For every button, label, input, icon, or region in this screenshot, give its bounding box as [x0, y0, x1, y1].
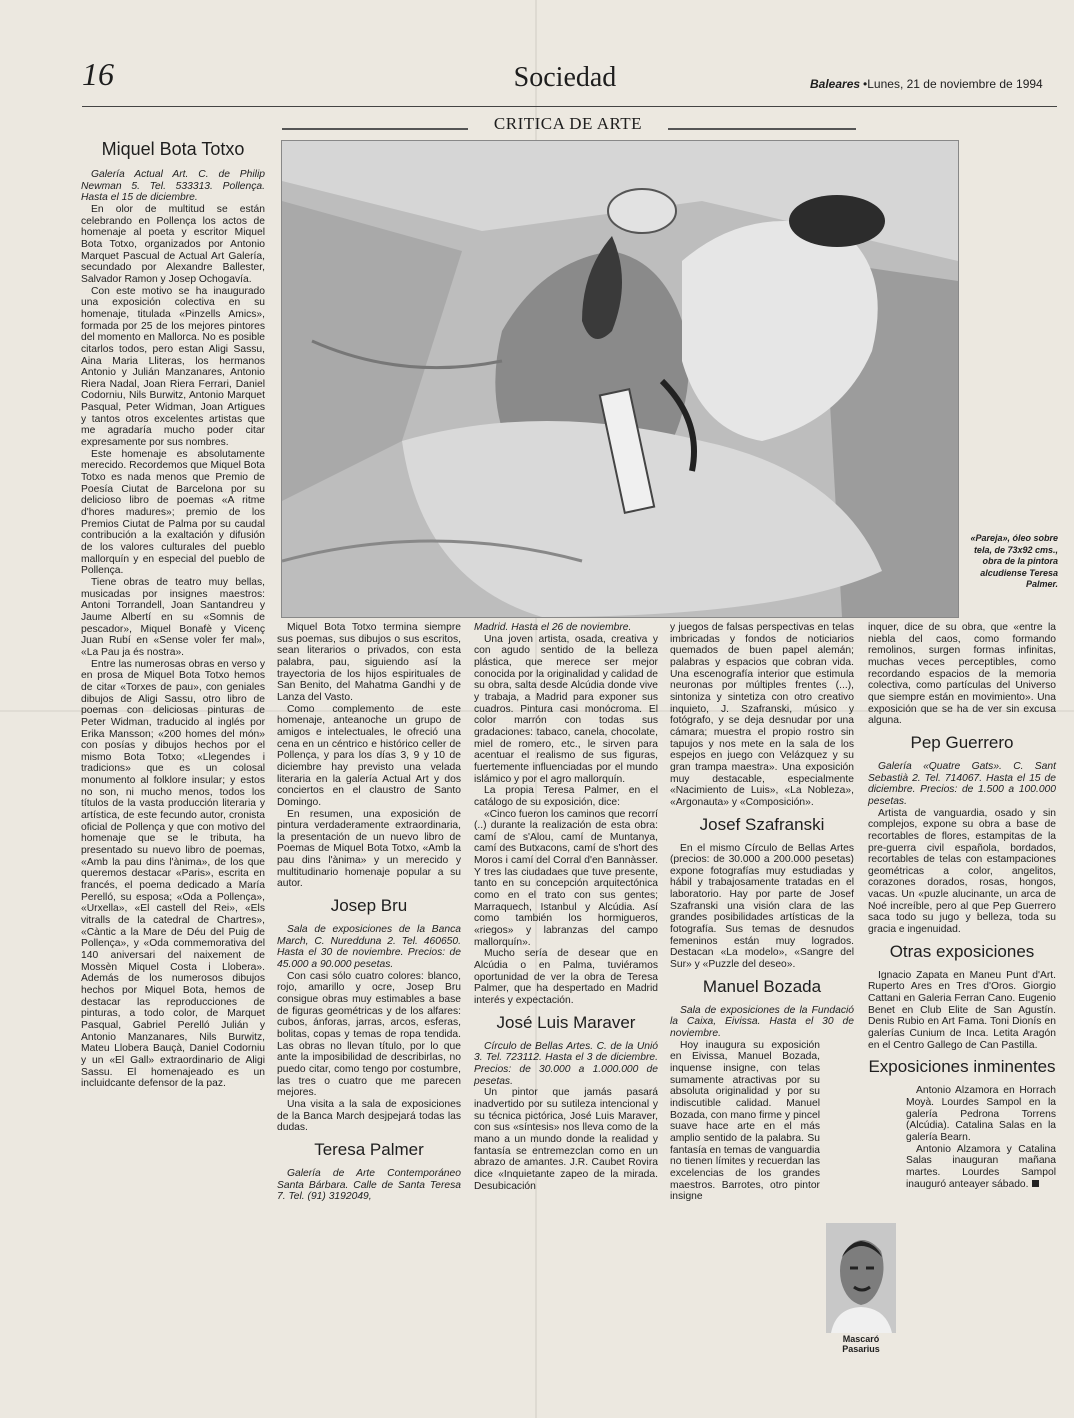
exhibition-info: Galería «Quatre Gats». C. Sant Sebastià 2. Tel. 714067. Hasta el 15 de diciembre. Precios: de 1.500 a 100.000 pesetas. — [868, 760, 1056, 807]
portrait-photo — [826, 1223, 896, 1333]
subhead-szafranski: Josef Szafranski — [699, 814, 825, 834]
subhead-bozada: Manuel Bozada — [702, 976, 822, 996]
paragraph: Antonio Alzamora en Horrach Moyà. Lourdes Sampol en la galería Pedrona Torrens (Alcúdia). Catalina Salas en la galería Bearn. — [906, 1085, 1056, 1143]
column-2 — [277, 622, 461, 1203]
paragraph: Hoy inaugura su exposición en Eivissa, Manuel Bozada, inquense insigne, con telas sumamente atractivas por su absoluta originalidad y por su indiscutible calidad. Manuel Bozada, con mano firme y pincel suave hace arte en el más amplio sentido de la palabra. Su fantasía en temas de vanguardia no tienen límites y recuerdan las excelencias de los grandes maestros. Barrotes, otro pintor insigne — [670, 1039, 820, 1203]
column-1 — [81, 138, 265, 1090]
exhibition-info: Círculo de Bellas Artes. C. de la Unió 3. Tel. 723112. Hasta el 3 de diciembre. Precios: de 30.000 a 1.000.000 de pesetas. — [474, 1040, 658, 1087]
subhead-guerrero: Pep Guerrero — [910, 732, 1014, 752]
paragraph: En olor de multitud se están celebrando en Pollença los actos de homenaje al poeta y escritor Miquel Bota Totxo, organizados por Antonio Marquet Pascual de Actual Art Galería, secundado por Alexandre Ballester, Salvador Ramon y Josep Ochogavía. — [81, 203, 265, 285]
subhead-teresa-palmer: Teresa Palmer — [314, 1139, 424, 1159]
paragraph: En el mismo Círculo de Bellas Artes (precios: de 30.000 a 200.000 pesetas) expone fotografías muy estudiadas y hábil y trabajosamente tratadas en el laboratorio. Hay por parte de Josef Szafranski una visión clara de las grandes posibilidades artísticas de la fotografía. Sus temas de desnudos femeninos están muy logrados. Destacan «La modelo», «Sangre del Sur» y «Puzzle del deseo». — [670, 842, 854, 971]
paragraph: Como complemento de este homenaje, anteanoche un grupo de amigos e intelectuales, le ofreció una cena en un céntrico e histórico celler de Pollença, y para los días 3, 9 y 10 de diciembre hay previsto una velada literaria en la galería Actual Art y dos conciertos en el claustro de Santo Domingo. — [277, 703, 461, 808]
paragraph — [906, 1144, 1056, 1191]
exhibition-info: Galería Actual Art. C. de Philip Newman 5. Tel. 533313. Pollença. Hasta el 15 de diciembre. — [81, 169, 265, 204]
paragraph: Una visita a la sala de exposiciones de la Banca March desjpejará todas las dudas. — [277, 1098, 461, 1134]
page-number: 16 — [82, 56, 114, 92]
paragraph: Ignacio Zapata en Maneu Punt d'Art. Ruperto Ares en Tres d'Oros. Giorgio Cattani en Galeria Ferran Cano. Eugenio Benet en Club Elite de San Agustín. Denis Rubio en Art Fama. Toni Dionís en galerías Cunium de Inca. Letita Aragón en el Centro Gallego de Can Pastilla. — [868, 969, 1056, 1051]
article-title-bota-totxo: Miquel Bota Totxo — [101, 139, 245, 159]
paragraph: «Cinco fueron los caminos que recorrí (..) durante la realización de esta obra: camí de s'Alou, camí de Muntanya, camí des Butxacons, camí de s'hort des Moros i camí del Corral d'en Bannàsser. Y tres las ciudadaes que tuve presente, tanto en su concepción arquitectónica como en el trato con sus gentes; Marraquech, Istanbul y Alcúdia. Así como también los hormigueros, «riegos» y labranzas del campo mallorquín». — [474, 808, 658, 948]
closing-text: Antonio Alzamora y Catalina Salas inauguran mañana martes. Lourdes Sampol inauguró anteayer sábado. — [906, 1143, 1056, 1190]
portrait-credit: Mascaró Pasarius — [842, 1334, 880, 1354]
paragraph: Artista de vanguardia, osado y sin complejos, expone su obra a base de recortables de flores, estampitas de la pre-guerra civil española, bordados, recortables de telas con estampaciones geométricas a color, angelitos, corazones dorados, rosas, hongos, vacas. Un «puzle alucinante, un arca de Noé increíble, pero al que Pep Guerrero saca todo su jugo y belleza, toda su gracia e ingenuidad. — [868, 807, 1056, 936]
subhead-otras: Otras exposiciones — [889, 941, 1035, 961]
painting-photo — [281, 140, 959, 618]
paragraph: inquer, dice de su obra, que «entre la niebla del caos, como formando remolinos, surgen formas infinitas, muchas veces perceptibles, como recordando espacios de la memoria colectiva, como partículas del Universo que siempre están en movimiento». Una exposición que se ha de ver sin excusa alguna. — [868, 622, 1056, 727]
newspaper-name: Baleares — [810, 77, 861, 91]
exhibition-info: Sala de exposiciones de la Fundació la Caixa, Eivissa. Hasta el 30 de noviembre. — [670, 1004, 854, 1040]
paragraph: Con casi sólo cuatro colores: blanco, rojo, amarillo y ocre, Josep Bru consigue obras muy estimables a base de figuras geométricas y de los alfares: cubos, ánforas, jarras, arcos, esferas, bolitas, copas y temas de ropa tendida. Las obras no llevan título, por lo que ante la imposibilidad de describirlas, no puedo citar, como tengo por costumbre, las tres o cuatro que me parecen mejores. — [277, 970, 461, 1099]
subhead-josep-bru: Josep Bru — [330, 896, 408, 916]
column-4 — [670, 622, 854, 1203]
paragraph: y juegos de falsas perspectivas en telas imbricadas y fondos de noticiarios quemados de buen papel alemán; palabras y espacios que cobran vida. Una escenografía interior que estimula neuronas por múltiples frentes (...), sintoniza y sintetiza con otro creativo inquieto, J. Szafranski, músico y fotógrafo, y se deja desnudar por una cámara; muestra el propio rostro sin tapujos y nos mete en la sala de los espejos en juego con Velázquez y su gran trampa maestra». Una exposición muy destacable, especialmente «Nacimiento de Luis», «La Nobleza», «Argonauta» y «Composición». — [670, 622, 854, 808]
paragraph: Tiene obras de teatro muy bellas, musicadas por insignes maestros: Antoni Torrandell, Joan Santandreu y Jaume Albertí en su «Somnis de pescador», Miquel Bonafè y Vicenç Juan Rubí en «Sense voler fer mal», «La Pau ja és nostra». — [81, 576, 265, 658]
exhibition-info: Sala de exposiciones de la Banca March, C. Nuredduna 2. Tel. 460650. Hasta el 30 de noviembre. Precios: de 45.000 a 90.000 pesetas. — [277, 924, 461, 971]
paragraph: Un pintor que jamás pasará inadvertido por su sutileza intencional y su técnica pictórica, José Luis Maraver, con sus «síntesis» nos lleva como de la mano a un mundo donde la realidad y fantasía se entremezclan como en un abrazo de amantes. J.R. Caubet Rovira dice «Inquietante zapeo de la mirada. Desubicación — [474, 1087, 658, 1192]
kicker-rule-right — [668, 128, 856, 130]
column-3 — [474, 622, 658, 1192]
subhead-inminentes: Exposiciones inminentes — [868, 1057, 1056, 1077]
paragraph: Una joven artista, osada, creativa y con agudo sentido de la belleza plástica, que merece ser mejor conocida por la originalidad y calidad de su obra, salta desde Alcúdia donde vive y trabaja, a Madrid para exponer sus cuadros. Pintura casi monócroma. El color marrón con todas sus gradaciones: tabaco, canela, chocolate, miel de romero, etc., le sirven para acentuar el realismo de sus figuras, fuertemente influenciadas por el mundo islámico y por el agro mallorquín. — [474, 633, 658, 785]
paragraph: Miquel Bota Totxo termina siempre sus poemas, sus dibujos o sus escritos, sean literarios o privados, con esta palabra, pau, siguiendo así la trayectoria de los hijos espirituales de San Benito, del Mahatma Gandhi y de Lanza del Vasto. — [277, 622, 461, 703]
paragraph: En resumen, una exposición de pintura verdaderamente extraordinaria, la presentación de un nuevo libro de Poemas de Miquel Bota Totxo, «Amb la pau dins l'ànima» y un merecido y multitudinario homenaje popular a su autor. — [277, 808, 461, 890]
dateline: Baleares •Lunes, 21 de noviembre de 1994 — [810, 77, 1043, 91]
column-5 — [868, 622, 1056, 1190]
exhibition-info: Galería de Arte Contemporáneo Santa Bárbara. Calle de Santa Teresa 7. Tel. (91) 3192049, — [277, 1167, 461, 1203]
kicker-rule-left — [282, 128, 468, 130]
paragraph: Este homenaje es absolutamente merecido. Recordemos que Miquel Bota Totxo es nada menos que Premio de Poesía Ciutat de Barcelona por su delicioso libro de poemas «A ritme d'hores madures»; premio de los Premios Ciutat de Palma por su caudal contribución a la exaltación y difusión de los valores culturales del pueblo mallorquín y en especial del pueblo de Pollença. — [81, 448, 265, 577]
paragraph: Entre las numerosas obras en verso y en prosa de Miquel Bota Totxo hemos de citar «Torxes de pau», con geniales dibujos de Aligi Sassu, otro libro de poemas con deliciosas pinturas de Peter Widman, traducido al inglés por Erika Mansson; «200 homes del món» con posías y dibujos hechos por el mismo Bota Totxo; «Llegendes i tradicions» que es un colosal monumento al folklore insular; y estos no son, ni mucho menos, todos los títulos de la vasta producción literaria y artística, de este fecundo autor, cronista oficial de Pollença y que con motivo del homenaje que se le tributa, ha presentado su nuevo libro de poemas, «Amb la pau dins l'ànima», de los que queremos destacar «Paris», escrita en francés, el poema dedicado a María Perelló, su esposa; «Oda a Pollença», «Urxella», «El castell del Rei», «Els vitralls de la catedral de Chartres», «Càntic a la Mare de Déu del Puig de Pollença», y «Oda commemorativa del 140 aniversari del naixement de Mossèn Miquel Costa i Llobera». Además de los numerosos dibujos hechos por Miquel Bota, hemos de destacar las reproducciones de pinturas, a todo color, de Marquet Pasqual, Gabriel Perelló Julián y Antonio Manzanares, Nils Burwitz, Mateu Llobera Bauçà, Daniel Codorniu y un «El Gall» extraordinario de Aligi Sassu. El homenajeado es un incluidcante defensor de la paz. — [81, 658, 265, 1090]
kicker-title: CRITICA DE ARTE — [493, 114, 643, 133]
paragraph: Mucho sería de desear que en Alcúdia o en Palma, tuviéramos oportunidad de ver la obra de Teresa Palmer, que ha despertado en Madrid interés y expectación. — [474, 948, 658, 1006]
photo-caption: «Pareja», óleo sobre tela, de 73x92 cms., obra de la pintora alcudiense Teresa Palmer. — [970, 533, 1058, 589]
issue-date: Lunes, 21 de noviembre de 1994 — [867, 77, 1043, 91]
header-rule — [82, 106, 1057, 107]
subhead-maraver: José Luis Maraver — [496, 1012, 636, 1032]
exhibition-info: Madrid. Hasta el 26 de noviembre. — [474, 622, 632, 633]
paragraph: La propia Teresa Palmer, en el catálogo de su exposición, dice: — [474, 785, 658, 808]
paragraph: Con este motivo se ha inaugurado una exposición colectiva en su homenaje, titulada «Pinzells Amics», formada por 25 de los mejores pintores del momento en Mallorca. No es posible citarlos todos, pero estan Aligi Sassu, Aina Maria Lliteras, los hermanos Antonio y Julián Manzanares, Antonio Riera Nadal, Joan Riera Ferrari, Daniel Codorniu, Nils Burwitz, Antonio Marquet Pasqual, Peter Widman, Joan Artigues y tantos otros excelentes artistas que me agradaría mucho poder citar expresamente por sus nombres. — [81, 285, 265, 449]
end-mark — [1032, 1180, 1039, 1187]
section-title: Sociedad — [513, 62, 617, 93]
portrait-illustration — [826, 1223, 896, 1333]
painting-illustration — [282, 141, 958, 617]
